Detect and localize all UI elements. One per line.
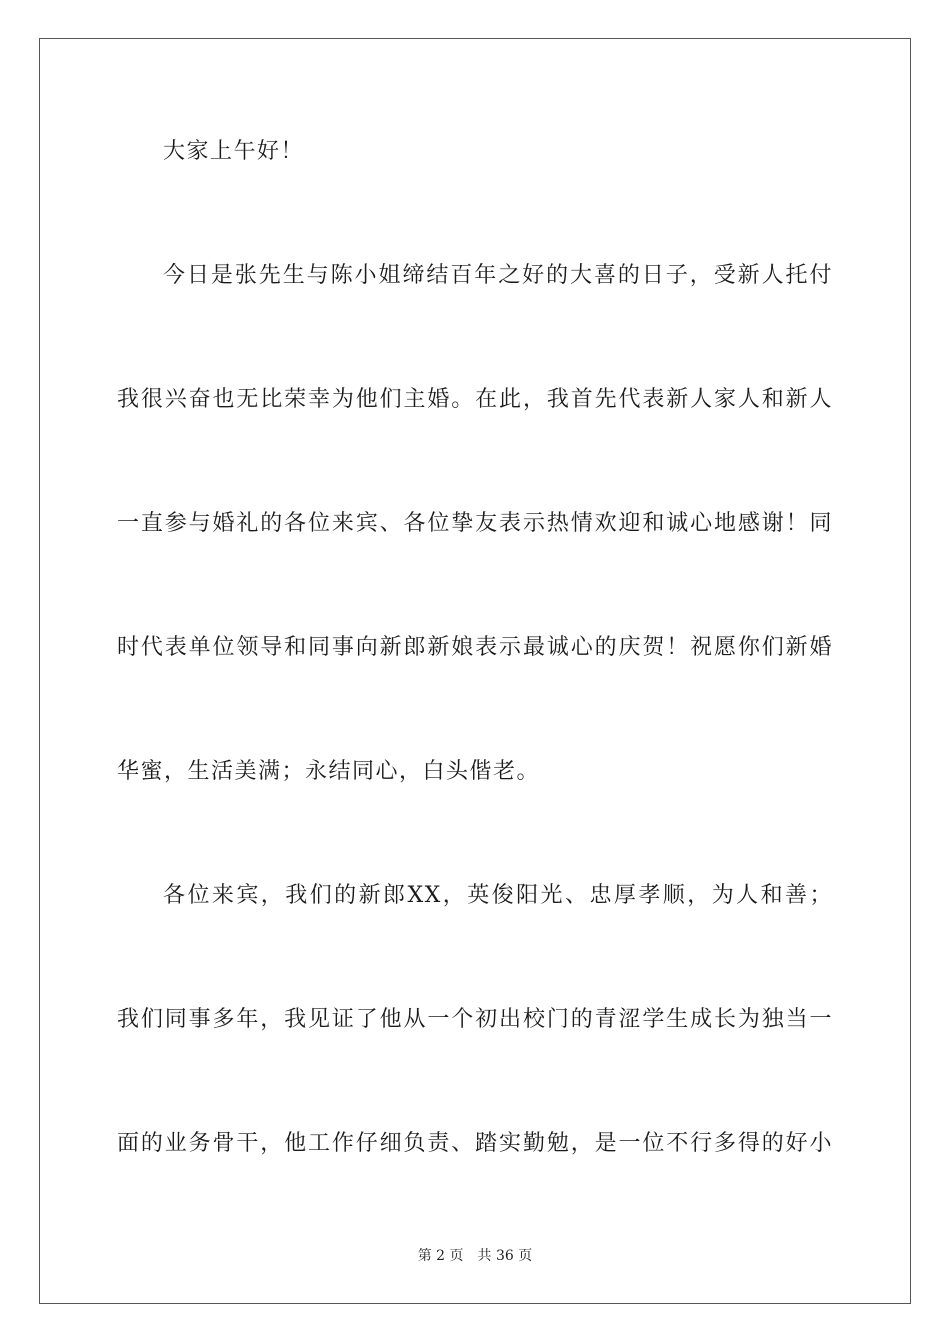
paragraph-line: 华蜜，生活美满；永结同心，白头偕老。 <box>117 759 541 784</box>
paragraph-line: 面的业务骨干，他工作仔细负责、踏实勤勉，是一位不行多得的好小 <box>117 1131 833 1156</box>
paragraph-line: 一直参与婚礼的各位来宾、各位挚友表示热情欢迎和诚心地感谢！同 <box>117 511 833 536</box>
paragraph-line: 我们同事多年，我见证了他从一个初出校门的青涩学生成长为独当一 <box>117 1007 833 1032</box>
page-footer <box>0 1246 950 1266</box>
greeting-line: 大家上午好！ <box>163 139 305 164</box>
paragraph-line: 时代表单位领导和同事向新郎新娘表示最诚心的庆贺！祝愿你们新婚 <box>117 635 833 660</box>
paragraph-line: 我很兴奋也无比荣幸为他们主婚。在此，我首先代表新人家人和新人 <box>117 387 833 412</box>
page-border <box>39 38 911 1304</box>
page-number: 第 2 页 <box>417 1248 464 1264</box>
paragraph-line: 各位来宾，我们的新郎XX，英俊阳光、忠厚孝顺，为人和善； <box>163 883 833 908</box>
page-total: 共 36 页 <box>477 1248 533 1264</box>
paragraph-line: 今日是张先生与陈小姐缔结百年之好的大喜的日子，受新人托付 <box>163 263 833 288</box>
